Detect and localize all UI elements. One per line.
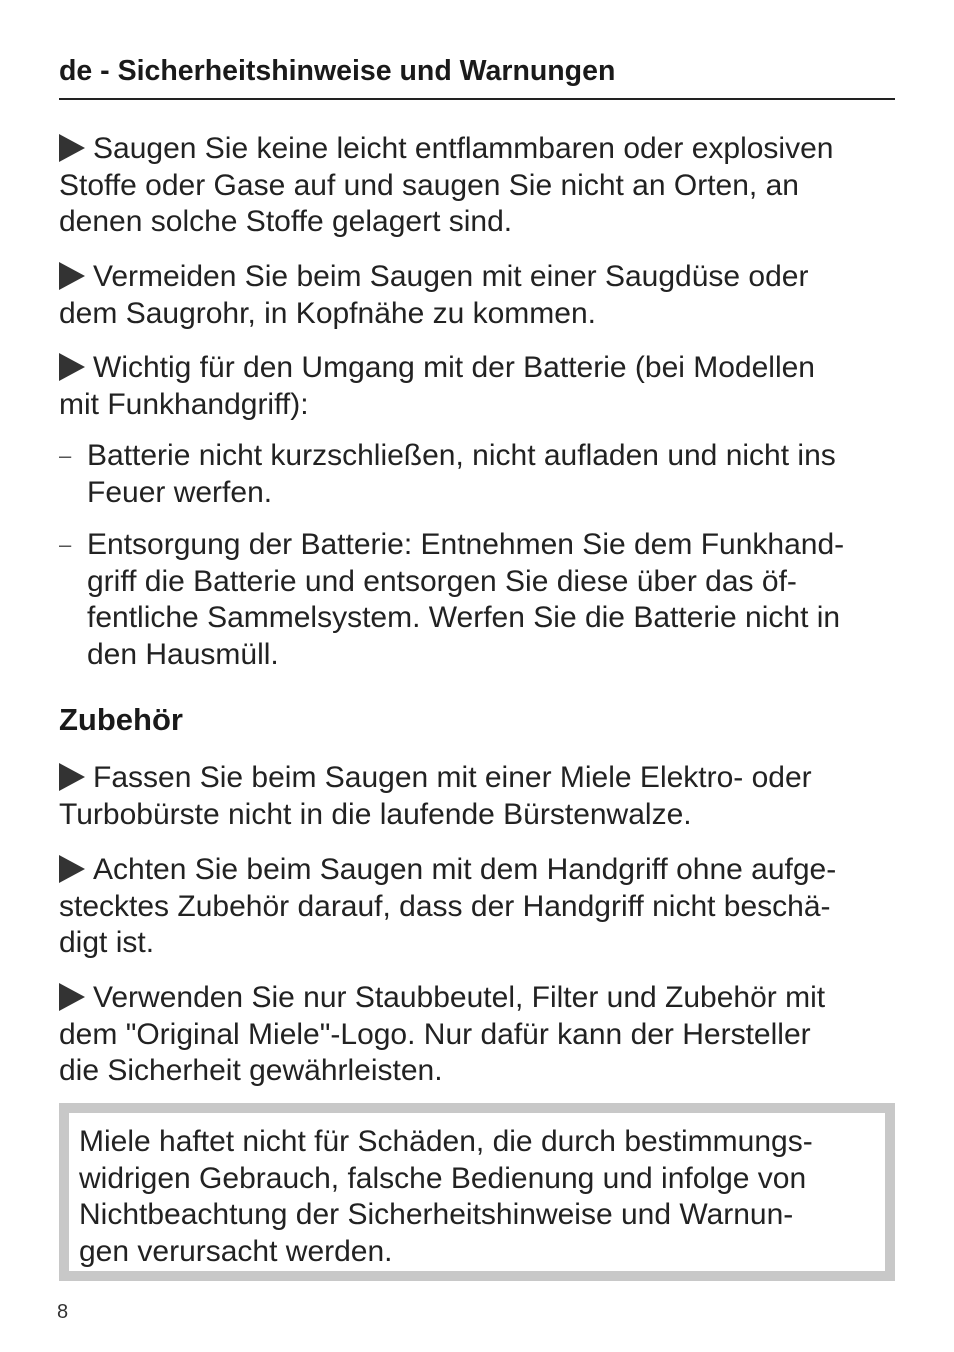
safety-item-text: Vermeiden Sie beim Saugen mit einer Saugdüse oder dem Saugrohr, in Kopfnähe zu kommen. bbox=[59, 260, 809, 330]
safety-item bbox=[59, 131, 895, 241]
battery-list-item-text: Batterie nicht kurzschließen, nicht aufladen und nicht ins Feuer werfen. bbox=[87, 439, 836, 509]
safety-item bbox=[59, 350, 895, 423]
battery-list-item bbox=[59, 438, 895, 511]
arrow-right-icon bbox=[59, 134, 85, 162]
dash-marker: – bbox=[59, 443, 72, 468]
page-header-title: de - Sicherheitshinweise und Warnungen bbox=[59, 55, 616, 87]
arrow-right-icon bbox=[59, 353, 85, 381]
accessory-item-text: Achten Sie beim Saugen mit dem Handgriff ohne aufge- stecktes Zubehör darauf, dass der Handgriff nicht beschä- digt ist. bbox=[59, 853, 837, 959]
page-header bbox=[59, 52, 895, 100]
safety-item-text: Saugen Sie keine leicht entflammbaren oder explosiven Stoffe oder Gase auf und saugen Sie nicht an Orten, an denen solche Stoffe gelagert sind. bbox=[59, 132, 834, 238]
section-title-accessories: Zubehör bbox=[59, 702, 183, 737]
arrow-right-icon bbox=[59, 763, 85, 791]
accessory-item-text: Fassen Sie beim Saugen mit einer Miele Elektro- oder Turbobürste nicht in die laufende Bürstenwalze. bbox=[59, 761, 812, 831]
battery-list-item-text: Entsorgung der Batterie: Entnehmen Sie dem Funkhand- griff die Batterie und entsorgen Sie diese über das öf- fentliche Sammelsystem. Werfen Sie die Batterie nicht in den Hausmüll. bbox=[87, 528, 845, 671]
accessory-item bbox=[59, 852, 895, 962]
arrow-right-icon bbox=[59, 262, 85, 290]
notice-box bbox=[59, 1103, 895, 1281]
arrow-right-icon bbox=[59, 983, 85, 1011]
arrow-right-icon bbox=[59, 855, 85, 883]
notice-text: Miele haftet nicht für Schäden, die durch bestimmungs- widrigen Gebrauch, falsche Bedienung und infolge von Nichtbeachtung der Sicherheitshinweise und Warnun- gen verursacht werden. bbox=[79, 1125, 813, 1268]
dash-marker: – bbox=[59, 532, 72, 557]
accessory-item bbox=[59, 980, 895, 1090]
safety-item-text: Wichtig für den Umgang mit der Batterie (bei Modellen mit Funkhandgriff): bbox=[59, 351, 815, 421]
safety-item bbox=[59, 259, 895, 332]
accessory-item bbox=[59, 760, 895, 833]
battery-list-item bbox=[59, 527, 895, 673]
page-number: 8 bbox=[57, 1301, 69, 1323]
accessory-item-text: Verwenden Sie nur Staubbeutel, Filter und Zubehör mit dem "Original Miele"-Logo. Nur dafür kann der Hersteller die Sicherheit gewährleisten. bbox=[59, 981, 826, 1087]
